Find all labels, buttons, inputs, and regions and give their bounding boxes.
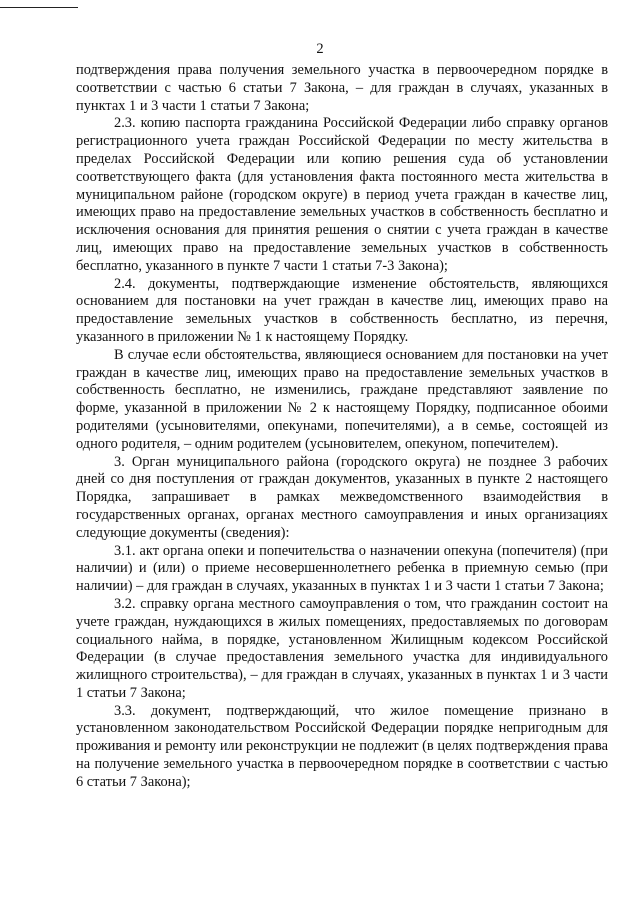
paragraph-2-3: 2.3. копию паспорта гражданина Российской Федерации либо справку органов регистрационного учета граждан Российской Федерации по месту жительства в пределах Российской Федерации или копию решения суда об установлении соответствующего факта (для установления факта постоянного места жительства в муниципальном районе (городском округе) в период учета граждан в качестве лиц, имеющих право на предоставление земельных участков в собственность бесплатно и исключения основания для принятия решения о снятии с учета граждан в качестве лиц, имеющих право на предоставление земельных участков в собственность бесплатно, указанного в пункте 7 части 1 статьи 7-3 Закона);	[76, 115, 608, 274]
corner-scan-line	[0, 7, 78, 8]
document-body	[76, 62, 608, 792]
paragraph-unchanged-circumstances: В случае если обстоятельства, являющиеся основанием для постановки на учет граждан в качестве лиц, имеющих право на предоставление земельных участков в собственность бесплатно, не изменились, граждане представляют заявление по форме, указанной в приложении № 2 к настоящему Порядку, подписанное обоими родителями (усыновителями, опекунами, попечителями), а в семье, состоящей из одного родителя, – одним родителем (усыновителем, опекуном, попечителем).	[76, 346, 608, 452]
paragraph-3: 3. Орган муниципального района (городского округа) не позднее 3 рабочих дней со дня поступления от граждан документов, указанных в пункте 2 настоящего Порядка, запрашивает в рамках межведомственного взаимодействия в государственных органах, органах местного самоуправления и иных организациях следующие документы (сведения):	[76, 453, 608, 541]
page-number: 2	[316, 41, 324, 57]
paragraph-3-1: 3.1. акт органа опеки и попечительства о назначении опекуна (попечителя) (при наличии) и (или) о приеме несовершеннолетнего ребенка в приемную семью (при наличии) – для граждан в случаях, указанных в пунктах 1 и 3 части 1 статьи 7 Закона;	[76, 542, 608, 595]
paragraph-3-2: 3.2. справку органа местного самоуправления о том, что гражданин состоит на учете граждан, нуждающихся в жилых помещениях, предоставляемых по договорам социального найма, в порядке, установленном Жилищным кодексом Российской Федерации (в случае предоставления земельного участка для индивидуального жилищного строительства), – для граждан в случаях, указанных в пунктах 1 и 3 части 1 статьи 7 Закона;	[76, 595, 608, 701]
paragraph-2-4: 2.4. документы, подтверждающие изменение обстоятельств, являющихся основанием для постановки на учет граждан в качестве лиц, имеющих право на предоставление земельных участков в собственность бесплатно, из перечня, указанного в приложении № 1 к настоящему Порядку.	[76, 275, 608, 345]
paragraph-continuation: подтверждения права получения земельного участка в первоочередном порядке в соответствии с частью 6 статьи 7 Закона, – для граждан в случаях, указанных в пунктах 1 и 3 части 1 статьи 7 Закона;	[76, 62, 608, 114]
paragraph-3-3: 3.3. документ, подтверждающий, что жилое помещение признано в установленном законодательством Российской Федерации порядке непригодным для проживания и ремонту или реконструкции не подлежит (в целях подтверждения права на получение земельного участка в первоочередном порядке в соответствии с частью 6 статьи 7 Закона);	[76, 702, 608, 790]
